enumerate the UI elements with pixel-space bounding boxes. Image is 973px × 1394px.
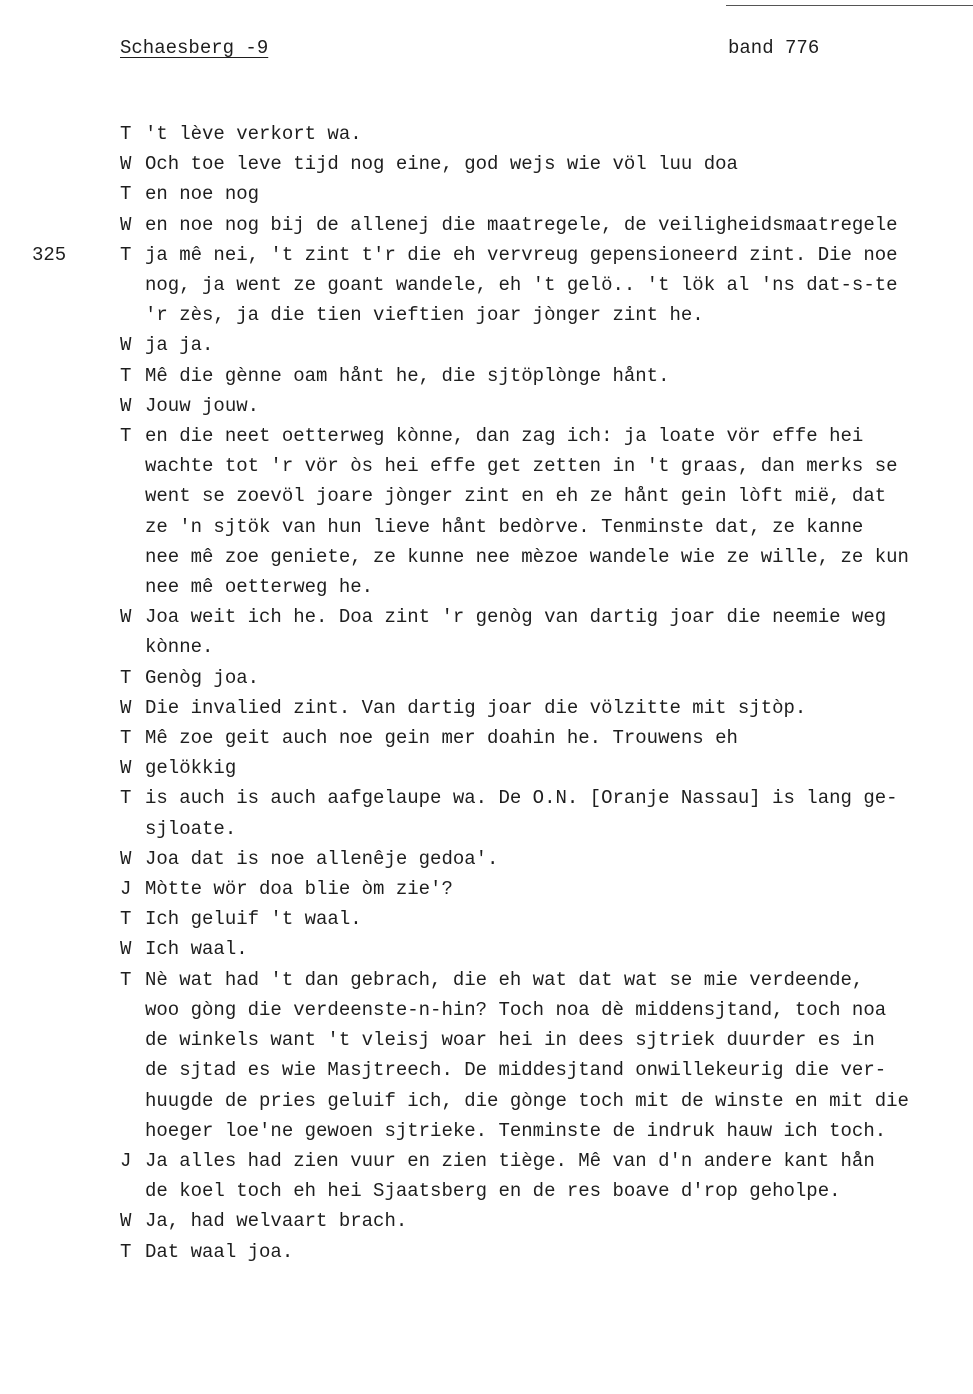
speaker-label: W — [120, 847, 132, 870]
utterance-text: Mê die gènne oam hånt he, die sjtöplònge hånt. — [145, 364, 670, 387]
speaker-label: T — [120, 666, 132, 689]
transcript-entry — [120, 693, 970, 723]
transcript-entry — [120, 602, 970, 662]
transcript-entry — [32, 240, 970, 331]
utterance-text: ja ja. — [145, 334, 214, 357]
utterance-text: Jouw jouw. — [145, 394, 260, 417]
speaker-label: W — [120, 606, 132, 629]
transcript-entry — [120, 1206, 970, 1236]
transcript-entry — [120, 179, 970, 209]
utterance-text: Och toe leve tijd nog eine, god wejs wie völ luu doa — [145, 153, 738, 176]
utterance-text: Die invalied zint. Van dartig joar die völzitte mit sjtòp. — [145, 696, 807, 719]
transcript-entry — [120, 119, 970, 149]
transcript-entry — [120, 361, 970, 391]
speaker-label: J — [120, 878, 132, 901]
utterance-text: Ja, had welvaart brach. — [145, 1210, 408, 1233]
transcript-entry — [120, 330, 970, 360]
utterance-text: en die neet oetterweg kònne, dan zag ich: ja loate vör effe hei wachte tot 'r vör òs hei effe get zetten in 't graas, dan merks se went se zoevöl joare jònger zint en eh ze hånt gein lòft mië, dat ze 'n sjtök van hun lieve hånt bedòrve. Tenminste dat, ze kanne nee mê zoe geniete, ze kunne nee mèzoe wandele wie ze wille, ze kun nee mê oetterweg he. — [145, 425, 909, 599]
speaker-label: W — [120, 938, 132, 961]
transcript-entry — [120, 663, 970, 693]
utterance-text: Dat waal joa. — [145, 1240, 294, 1263]
utterance-text: gelökkig — [145, 757, 237, 780]
speaker-label: W — [120, 153, 132, 176]
speaker-label: T — [120, 183, 132, 206]
speaker-label: T — [120, 908, 132, 931]
utterance-text: Ich geluif 't waal. — [145, 908, 362, 931]
transcript-entry — [120, 1146, 970, 1206]
speaker-label: T — [120, 968, 132, 991]
speaker-label: W — [120, 757, 132, 780]
margin-line-number: 325 — [32, 243, 67, 266]
utterance-text: Ich waal. — [145, 938, 248, 961]
utterance-text: Genòg joa. — [145, 666, 260, 689]
utterance-text: Mê zoe geit auch noe gein mer doahin he. Trouwens eh — [145, 727, 738, 750]
transcript-entry — [120, 844, 970, 874]
tape-number: band 776 — [728, 37, 820, 59]
utterance-text: 't lève verkort wa. — [145, 123, 362, 145]
transcript-entry — [120, 874, 970, 904]
speaker-label: W — [120, 334, 132, 357]
utterance-text: en noe nog bij de allenej die maatregele, de veiligheidsmaatregele — [145, 213, 898, 236]
speaker-label: T — [120, 787, 132, 810]
speaker-label: T — [120, 1240, 132, 1263]
speaker-label: T — [120, 425, 132, 448]
speaker-label: T — [120, 243, 132, 266]
transcript-entry — [120, 753, 970, 783]
utterance-text: Joa weit ich he. Doa zint 'r genòg van dartig joar die neemie weg kònne. — [145, 606, 887, 659]
speaker-label: W — [120, 1210, 132, 1233]
transcript-entry — [120, 1237, 970, 1267]
utterance-text: ja mê nei, 't zint t'r die eh vervreug gepensioneerd zint. Die noe nog, ja went ze goant wandele, eh 't gelö.. 't lök al 'ns dat-s-te 'r zès, ja die tien vieftien joar jònger zint he. — [145, 243, 898, 327]
transcript-entry — [120, 934, 970, 964]
transcript-entry — [120, 210, 970, 240]
speaker-label: T — [120, 727, 132, 750]
utterance-text: is auch is auch aafgelaupe wa. De O.N. [Oranje Nassau] is lang ge- sjloate. — [145, 787, 898, 840]
page-heading: Schaesberg -9 — [120, 37, 269, 59]
transcript-entry — [120, 904, 970, 934]
utterance-text: en noe nog — [145, 183, 260, 206]
transcript-entry — [120, 421, 970, 602]
top-rule — [726, 5, 973, 6]
speaker-label: T — [120, 123, 132, 145]
speaker-label: J — [120, 1149, 132, 1172]
transcript-entry — [120, 723, 970, 753]
speaker-label: W — [120, 696, 132, 719]
transcript-entry — [120, 149, 970, 179]
speaker-label: W — [120, 213, 132, 236]
transcript-entry — [120, 965, 970, 1146]
utterance-text: Mòtte wör doa blie òm zie'? — [145, 878, 453, 901]
utterance-text: Ja alles had zien vuur en zien tiège. Mê van d'n andere kant hån de koel toch eh hei Sjaatsberg en de res boave d'rop geholpe. — [145, 1149, 875, 1203]
utterance-text: Nè wat had 't dan gebrach, die eh wat dat wat se mie verdeende, woo gòng die verdeenste-n-hin? Toch noa dè middensjtand, toch noa de winkels want 't vleisj woar hei in dees sjtriek duurder es in de sjtad es wie Masjtreech. De middesjtand onwillekeurig die ver- huugde de pries geluif ich, die gònge toch mit de winste en mit die hoeger loe'ne gewoen sjtrieke. Tenminste de indruk hauw ich toch. — [145, 968, 909, 1142]
transcript — [32, 119, 970, 1267]
utterance-text: Joa dat is noe allenêje gedoa'. — [145, 847, 499, 870]
transcript-entry — [120, 783, 970, 843]
transcript-entry — [120, 391, 970, 421]
speaker-label: W — [120, 394, 132, 417]
speaker-label: T — [120, 364, 132, 387]
